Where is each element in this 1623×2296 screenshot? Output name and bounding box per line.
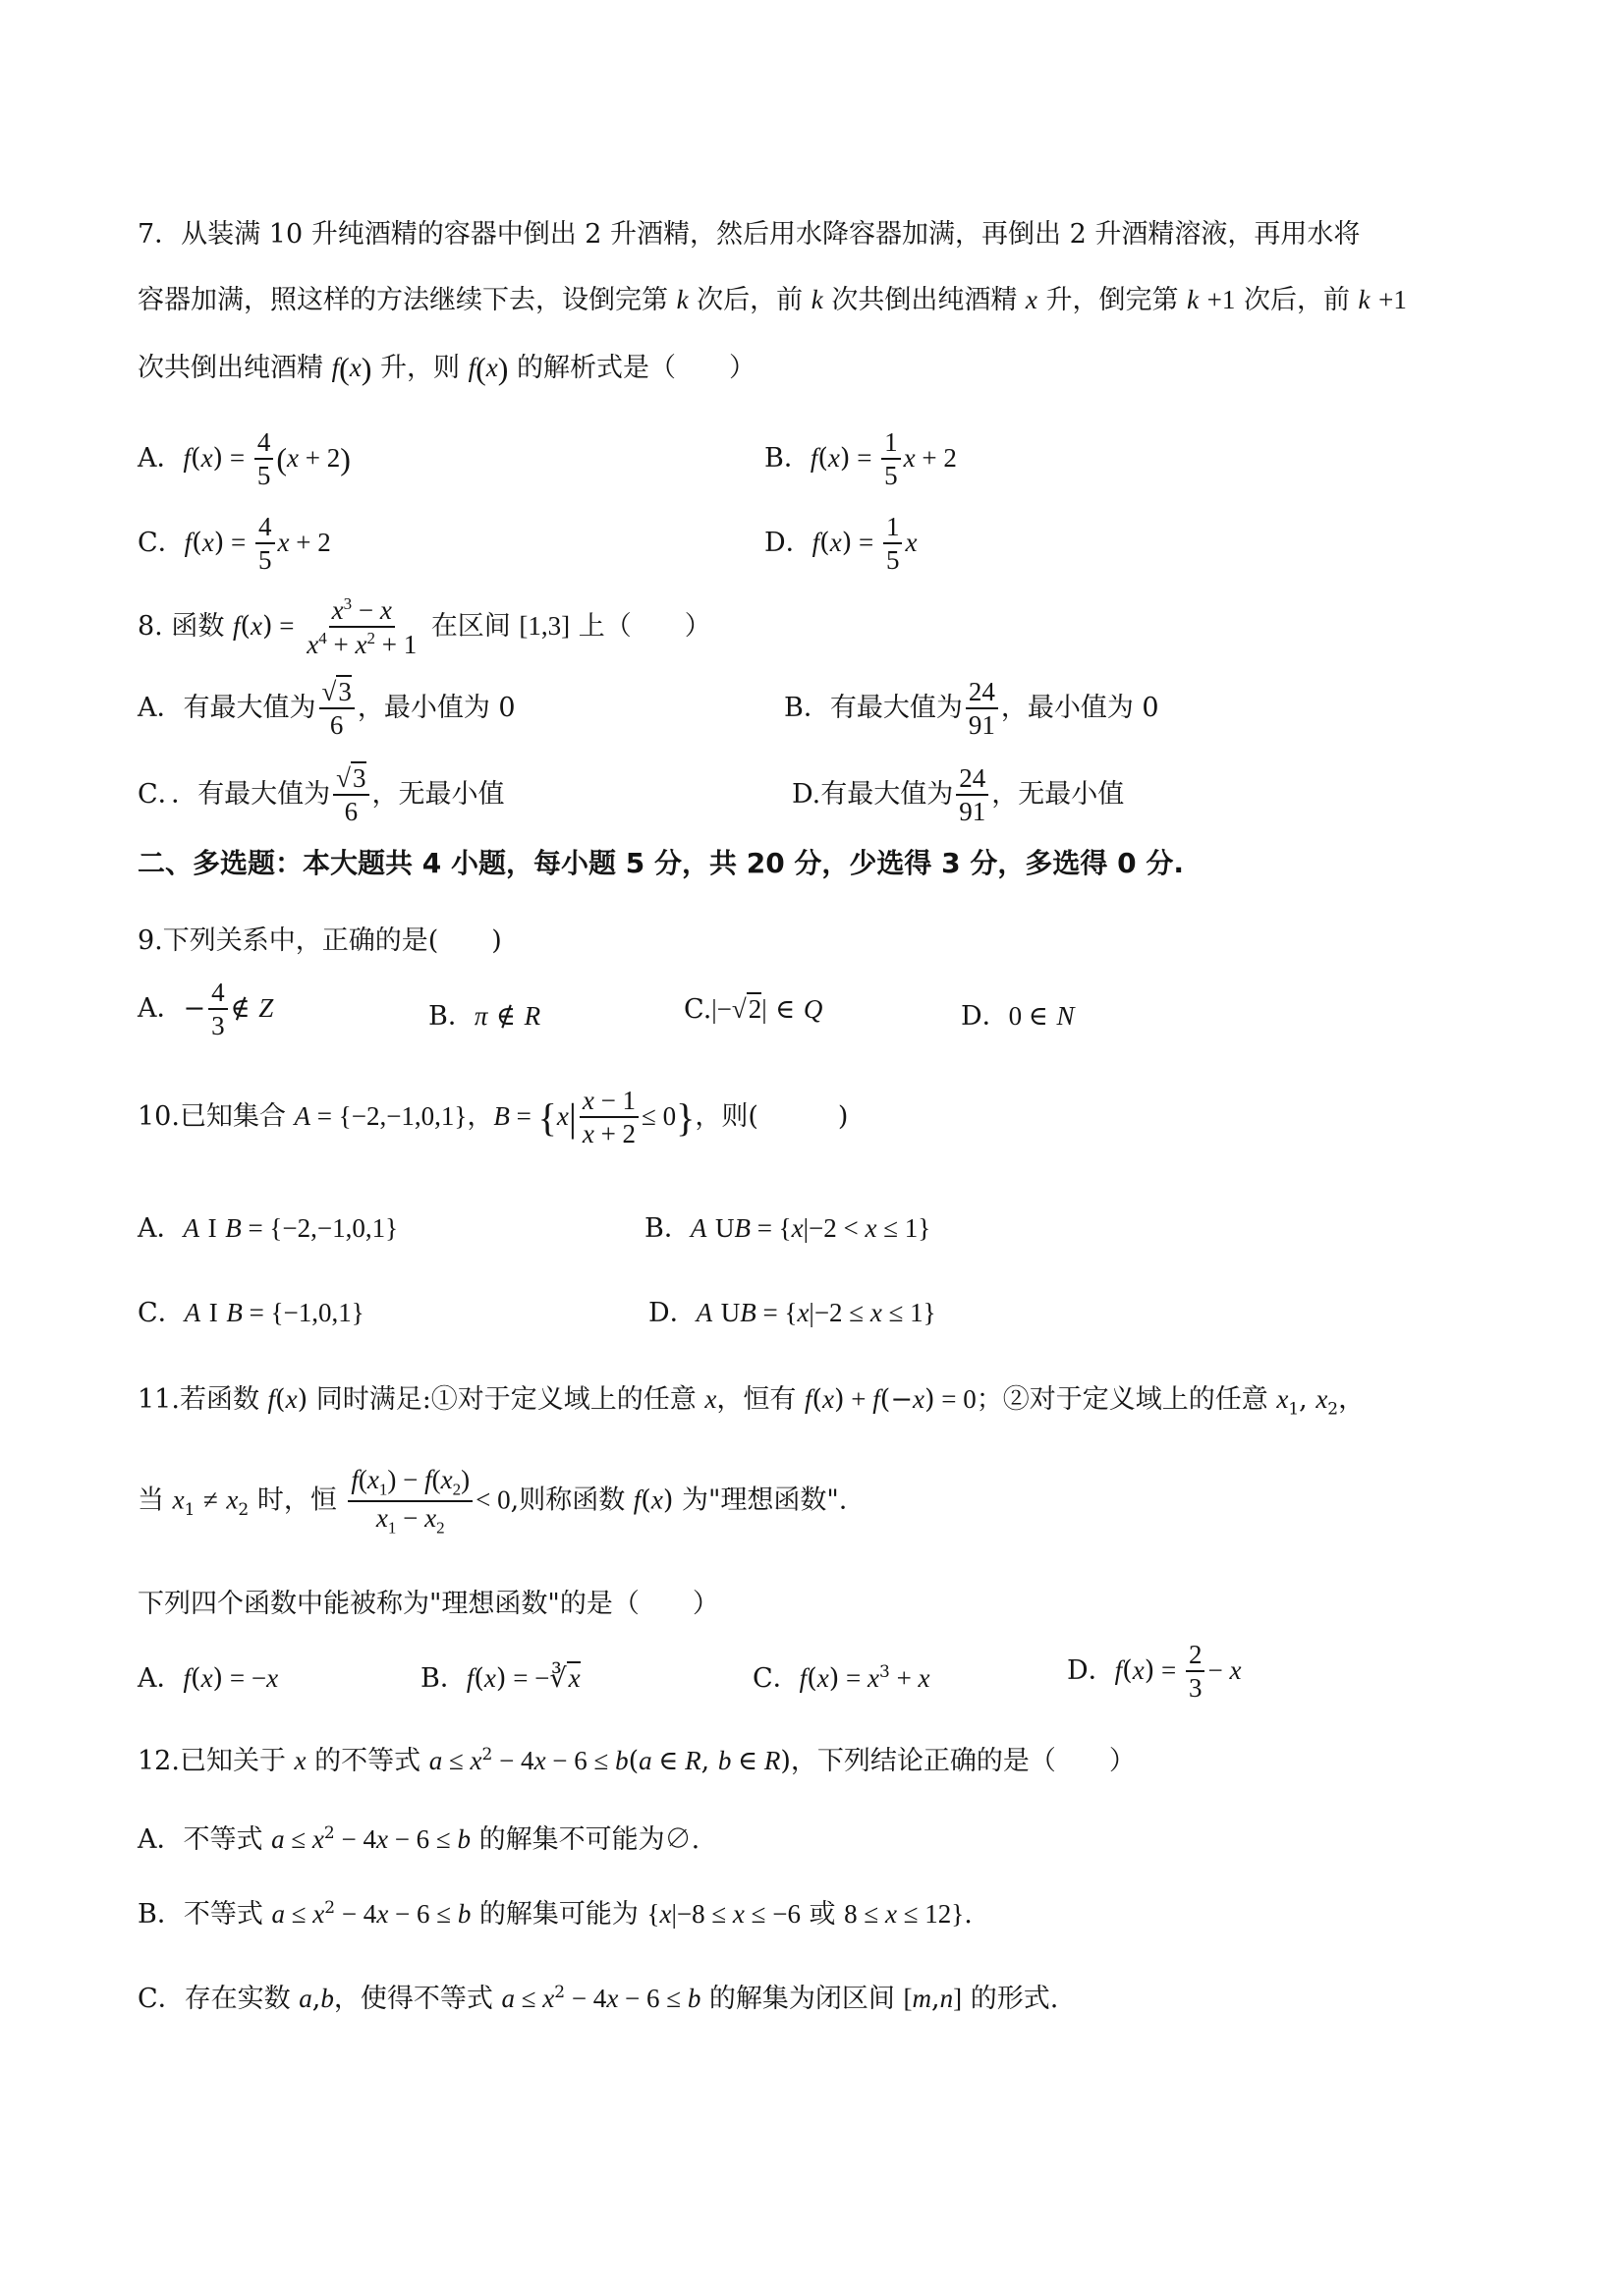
q12-option-a[interactable]: A．不等式 $a \le x^2 - 4x - 6 \le b$ 的解集不可能为∅. — [138, 1823, 700, 1855]
q8-option-a[interactable]: A．有最大值为 $\frac{√3}{6}$ ，最小值为 0 — [138, 677, 516, 741]
q11-option-c[interactable]: C．$f(x) = x^3 + x$ — [753, 1662, 930, 1694]
q11-option-b[interactable]: B．f(x) = −∛x — [420, 1663, 581, 1694]
q10-option-c[interactable]: C．A I B = {−1,0,1} — [138, 1298, 364, 1328]
q12-stem: 12.已知关于 x 的不等式 $a \le x^2 - 4x - 6 \le b(a$ ∈ R, b ∈ R)，下列结论正确的是（ ） — [138, 1745, 1136, 1776]
q11-line2: 当 $x_1 \ne x_2$ 时，恒 $\frac{f(x_1) - f(x_2)}{x_1 - x_2}$ < 0,则称函数 f(x) 为"理想函数". — [138, 1465, 848, 1538]
q10-option-d[interactable]: D．A UB = {x|−2 ≤ x ≤ 1} — [648, 1298, 936, 1328]
q7-option-a[interactable]: A．f(x) = $\frac{4}{5}$ (x + 2) — [138, 427, 351, 491]
q7-line1: 7．从装满 10 升纯酒精的容器中倒出 2 升酒精，然后用水降容器加满，再倒出 2 升酒精溶液，再用水将 — [138, 219, 1361, 250]
q7-line3: 次共倒出纯酒精 f(x) 升，则 f(x) 的解析式是（ ） — [138, 351, 756, 386]
q10-option-b[interactable]: B．A UB = {x|−2 < x ≤ 1} — [644, 1213, 931, 1244]
q10-option-a[interactable]: A．A I B = {−2,−1,0,1} — [138, 1213, 399, 1244]
q10-stem: 10.已知集合 A = {−2,−1,0,1}，B = {x| $\frac{x - 1}{x + 2}$ ≤ 0}，则( ) — [138, 1086, 849, 1149]
q9-option-b[interactable]: B．π ∉ R — [428, 1001, 541, 1032]
q8-option-c[interactable]: C．．有最大值为 $\frac{√3}{6}$ ，无最小值 — [138, 763, 505, 827]
q8-option-b[interactable]: B．有最大值为 $\frac{24}{91}$ ，最小值为 0 — [784, 677, 1159, 741]
q12-option-b[interactable]: B．不等式 $a \le x^2 - 4x - 6 \le b$ 的解集可能为 {x|−8 ≤ x ≤ −6 或 8 ≤ x ≤ 12}. — [138, 1898, 973, 1930]
q7-line2: 容器加满，照这样的方法继续下去，设倒完第 k 次后，前 k 次共倒出纯酒精 x 升，倒完第 k +1 次后，前 k +1 — [138, 285, 1407, 315]
q11-line3: 下列四个函数中能被称为"理想函数"的是（ ） — [138, 1589, 719, 1619]
q11-option-a[interactable]: A．f(x) = −x — [138, 1663, 279, 1694]
q8-stem: 8. 函数 f(x) = $\frac{x^3 - x}{x^4 + x^2 + 1}$ 在区间 [1,3] 上（ ） — [138, 594, 711, 660]
section-header: 二、多选题：本大题共 4 小题，每小题 5 分，共 20 分，少选得 3 分，多选得 0 分. — [138, 847, 1185, 879]
q11-option-d[interactable]: D．f(x) = $\frac{2}{3}$ − x — [1067, 1640, 1242, 1704]
q7-option-b[interactable]: B．f(x) = $\frac{1}{5}$ x + 2 — [764, 427, 957, 491]
q9-option-c[interactable]: C.|−√2| ∈ Q — [684, 994, 823, 1025]
q7-option-d[interactable]: D．f(x) = $\frac{1}{5}$ x — [764, 512, 918, 576]
q9-stem: 9.下列关系中，正确的是( ) — [138, 925, 502, 956]
q8-option-d[interactable]: D.有最大值为 $\frac{24}{91}$ ，无最小值 — [792, 763, 1125, 827]
q11-line1: 11.若函数 f(x) 同时满足:①对于定义域上的任意 x，恒有 f(x) + f(−x) = 0；②对于定义域上的任意 $x_1$, $x_2$， — [138, 1384, 1366, 1420]
q9-option-a[interactable]: A．− $\frac{4}{3}$ ∉ Z — [138, 978, 274, 1041]
q12-option-c[interactable]: C．存在实数 a,b，使得不等式 $a \le x^2 - 4x - 6 \le b$ 的解集为闭区间 [m,n] 的形式. — [138, 1983, 1059, 2014]
q9-option-d[interactable]: D．0 ∈ N — [961, 1001, 1075, 1032]
q7-option-c[interactable]: C．f(x) = $\frac{4}{5}$ x + 2 — [138, 512, 331, 576]
